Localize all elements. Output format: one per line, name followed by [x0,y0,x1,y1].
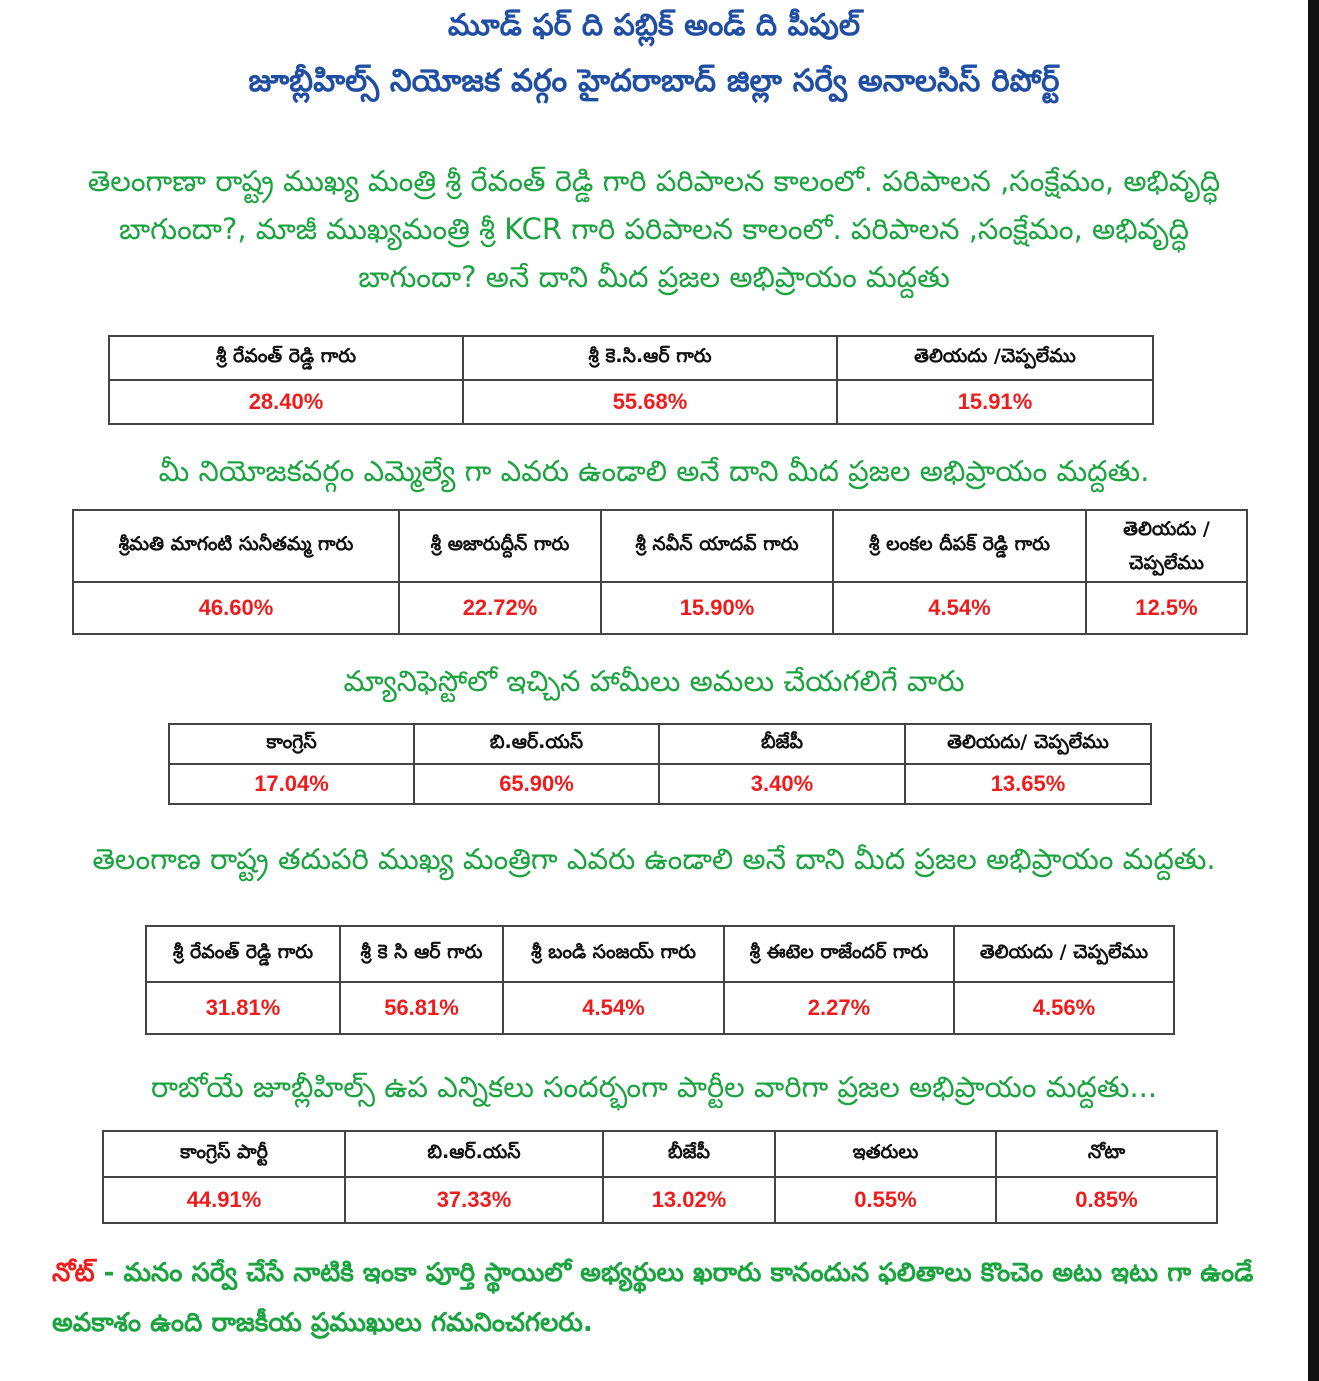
table-value-cell: 44.91% [103,1177,345,1223]
right-edge-bar [1308,0,1319,1381]
note-label: నోట్ [52,1258,95,1288]
table-header-cell: నోటా [996,1131,1217,1177]
q1-text-line-3: బాగుందా? అనే దాని మీద ప్రజల అభిప్రాయం మద్దతు [358,260,950,294]
table-header-cell: బి.ఆర్.యస్ [414,724,659,764]
next-cm-table [145,925,1175,1035]
table-header-cell: ఇతరులు [775,1131,996,1177]
table-value-cell: 13.65% [905,764,1151,804]
mla-preference-table [72,509,1248,635]
table-value-cell: 13.02% [603,1177,775,1223]
table-header-cell: శ్రీ నవీన్ యాదవ్ గారు [601,510,833,582]
note-text: - మనం సర్వే చేసే నాటికి ఇంకా పూర్తి స్థాయిలో అభ్యర్థులు ఖరారు కానందున ఫలితాలు కొంచెం అటు ఇటు గా ఉండే అవకాశం ఉంది రాజకీయ ప్రముఖులు గమనించగలరు. [52,1258,1254,1338]
table-value-cell: 31.81% [146,982,340,1034]
q5-title: రాబోయే జూబ్లీహిల్స్ ఉప ఎన్నికలు సందర్భంగా పార్టీల వారిగా ప్రజల అభిప్రాయం మద్దతు... [150,1070,1158,1104]
q2-title: మీ నియోజకవర్గం ఎమ్మెల్యే గా ఎవరు ఉండాలి అనే దాని మీద ప్రజల అభిప్రాయం మద్దతు. [158,454,1150,488]
q3-title: మ్యానిఫెస్టోలో ఇచ్చిన హామీలు అమలు చేయగలిగే వారు [343,664,965,698]
table-value-cell: 55.68% [463,380,837,424]
table-value-cell: 4.54% [503,982,724,1034]
q4-title: తెలంగాణ రాష్ట్ర తదుపరి ముఖ్య మంత్రిగా ఎవరు ఉండాలి అనే దాని మీద ప్రజల అభిప్రాయం మద్దతు. [92,842,1216,876]
table-header-cell: తెలియదు/ చెప్పలేము [905,724,1151,764]
report-publisher-title: మూడ్ ఫర్ ది పబ్లిక్ అండ్ ది పీపుల్ [447,8,861,43]
table-header-cell: శ్రీ కె.సి.ఆర్ గారు [463,336,837,380]
table-value-cell: 15.90% [601,582,833,634]
table-header-cell: శ్రీ కె సి ఆర్ గారు [340,926,503,982]
table-value-cell: 28.40% [109,380,463,424]
table-header-cell: శ్రీ లంకల దీపక్ రెడ్డి గారు [833,510,1086,582]
table-value-cell: 0.55% [775,1177,996,1223]
disclaimer-note [52,1248,1272,1348]
table-value-cell: 12.5% [1086,582,1247,634]
table-header-cell: శ్రీమతి మాగంటి సునీతమ్మ గారు [73,510,399,582]
table-value-cell: 46.60% [73,582,399,634]
cm-governance-table [108,335,1154,425]
table-header-cell: శ్రీ అజారుద్దీన్ గారు [399,510,601,582]
q1-text-line-1: తెలంగాణా రాష్ట్ర ముఖ్య మంత్రి శ్రీ రేవంత్ రెడ్డి గారి పరిపాలన కాలంలో. పరిపాలన ,సంక్షేమం, అభివృద్ధి [87,164,1221,198]
table-header-cell: శ్రీ బండి సంజయ్ గారు [503,926,724,982]
table-header-cell: తెలియదు /చెప్పలేము [837,336,1153,380]
table-value-cell: 56.81% [340,982,503,1034]
table-header-cell: బీజేపీ [603,1131,775,1177]
table-value-cell: 2.27% [724,982,954,1034]
table-value-cell: 22.72% [399,582,601,634]
table-value-cell: 17.04% [169,764,414,804]
table-header-cell: బి.ఆర్.యస్ [345,1131,603,1177]
table-header-cell: తెలియదు /చెప్పలేము [1086,510,1247,582]
table-value-cell: 4.56% [954,982,1174,1034]
manifesto-table [168,723,1152,805]
table-value-cell: 37.33% [345,1177,603,1223]
table-value-cell: 15.91% [837,380,1153,424]
table-value-cell: 0.85% [996,1177,1217,1223]
q1-text-line-2: బాగుందా?, మాజీ ముఖ్యమంత్రి శ్రీ KCR గారి పరిపాలన కాలంలో. పరిపాలన ,సంక్షేమం, అభివృద్ధి [119,212,1189,246]
table-header-cell: కాంగ్రెస్ [169,724,414,764]
report-main-title: జూబ్లీహిల్స్ నియోజక వర్గం హైదరాబాద్ జిల్లా సర్వే అనాలసిస్ రిపోర్ట్ [248,63,1060,99]
table-header-cell: శ్రీ ఈటెల రాజేందర్ గారు [724,926,954,982]
table-header-cell: తెలియదు / చెప్పలేము [954,926,1174,982]
table-value-cell: 4.54% [833,582,1086,634]
table-header-cell: బీజేపీ [659,724,905,764]
by-election-table [102,1130,1218,1224]
table-value-cell: 3.40% [659,764,905,804]
table-value-cell: 65.90% [414,764,659,804]
table-header-cell: శ్రీ రేవంత్ రెడ్డి గారు [146,926,340,982]
table-header-cell: కాంగ్రెస్ పార్టీ [103,1131,345,1177]
table-header-cell: శ్రీ రేవంత్ రెడ్డి గారు [109,336,463,380]
